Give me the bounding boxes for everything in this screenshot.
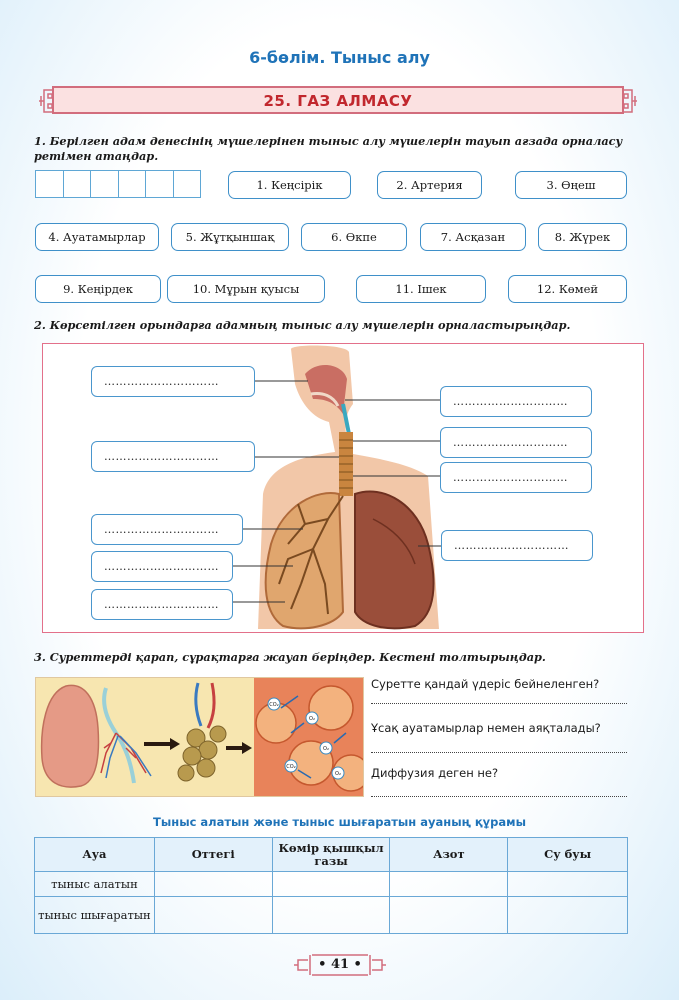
option-chip[interactable]: 12. Көмей	[508, 275, 627, 303]
column-header: Су буы	[508, 838, 628, 872]
task1-text: 1. Берілген адам денесінің мүшелерінен тыныс алу мүшелерін тауып ағзада орналасу ретімен атаңдар.	[34, 134, 623, 163]
table-cell[interactable]	[272, 872, 390, 897]
table-cell[interactable]	[508, 872, 628, 897]
gas-exchange-image	[35, 677, 364, 797]
column-header: Оттегі	[154, 838, 272, 872]
table-row	[35, 872, 628, 897]
label-blank[interactable]: …………………………	[440, 386, 592, 417]
question-1: Суретте қандай үдеріс бейнеленген?	[371, 677, 600, 691]
air-composition-table	[34, 837, 628, 934]
respiratory-diagram	[42, 343, 644, 633]
o2-label: O₂	[309, 716, 315, 722]
option-chip[interactable]: 9. Кеңірдек	[35, 275, 161, 303]
task3-text: 3. Суреттерді қарап, сұрақтарға жауап беріңдер. Кестені толтырыңдар.	[34, 650, 546, 664]
column-header: Азот	[390, 838, 508, 872]
row-header: тыныс шығаратын	[35, 897, 155, 934]
table-title: Тыныс алатын және тыныс шығаратын ауаның құрамы	[153, 815, 526, 829]
option-chip[interactable]: 11. Ішек	[356, 275, 486, 303]
co2-label: CO₂	[286, 764, 296, 770]
lesson-title: 25. ГАЗ АЛМАСУ	[263, 92, 413, 110]
option-chip[interactable]: 3. Өңеш	[515, 171, 627, 199]
section-title: 6-бөлім. Тыныс алу	[249, 48, 430, 67]
option-chip[interactable]: 2. Артерия	[377, 171, 482, 199]
o2-label: O₂	[335, 771, 341, 777]
question-3: Диффузия деген не?	[371, 766, 499, 780]
answer-boxes[interactable]	[35, 170, 200, 198]
gas-exchange-illustration	[36, 678, 363, 796]
page-number-ornament	[290, 951, 390, 979]
label-blank[interactable]: …………………………	[441, 530, 593, 561]
option-chip[interactable]: 7. Асқазан	[420, 223, 526, 251]
question-2: Ұсақ ауатамырлар немен аяқталады?	[371, 721, 601, 735]
o2-label: O₂	[323, 746, 329, 752]
answer-box[interactable]	[35, 170, 64, 198]
label-blank[interactable]: …………………………	[440, 462, 592, 493]
task2-text: 2. Көрсетілген орындарға адамның тыныс алу мүшелерін орналастырыңдар.	[34, 318, 571, 332]
table-row	[35, 897, 628, 934]
option-chip[interactable]: 1. Кеңсірік	[228, 171, 351, 199]
answer-line[interactable]	[371, 744, 627, 753]
label-blank[interactable]: …………………………	[91, 514, 243, 545]
answer-box[interactable]	[63, 170, 92, 198]
table-cell[interactable]	[390, 872, 508, 897]
option-chip[interactable]: 8. Жүрек	[538, 223, 627, 251]
table-cell[interactable]	[508, 897, 628, 934]
answer-box[interactable]	[173, 170, 202, 198]
table-cell[interactable]	[154, 872, 272, 897]
column-header: Көмір қышқыл газы	[272, 838, 390, 872]
label-blank[interactable]: …………………………	[91, 366, 255, 397]
page-number: • 41 •	[318, 957, 362, 972]
row-header: тыныс алатын	[35, 872, 155, 897]
answer-line[interactable]	[371, 788, 627, 797]
option-chip[interactable]: 6. Өкпе	[301, 223, 407, 251]
label-blank[interactable]: …………………………	[91, 551, 233, 582]
table-header-row	[35, 838, 628, 872]
answer-box[interactable]	[90, 170, 119, 198]
label-blank[interactable]: …………………………	[91, 589, 233, 620]
option-chip[interactable]: 10. Мұрын қуысы	[167, 275, 325, 303]
label-blank[interactable]: …………………………	[91, 441, 255, 472]
table-cell[interactable]	[154, 897, 272, 934]
scroll-ornament-right	[620, 84, 638, 118]
table-cell[interactable]	[390, 897, 508, 934]
label-blank[interactable]: …………………………	[440, 427, 592, 458]
lesson-banner	[38, 84, 638, 118]
option-chip[interactable]: 5. Жұтқыншақ	[171, 223, 289, 251]
answer-box[interactable]	[118, 170, 147, 198]
column-header: Ауа	[35, 838, 155, 872]
co2-label: CO₂	[269, 702, 279, 708]
answer-line[interactable]	[371, 695, 627, 704]
option-chip[interactable]: 4. Ауатамырлар	[35, 223, 159, 251]
table-cell[interactable]	[272, 897, 390, 934]
banner-frame	[52, 86, 624, 114]
answer-box[interactable]	[145, 170, 174, 198]
